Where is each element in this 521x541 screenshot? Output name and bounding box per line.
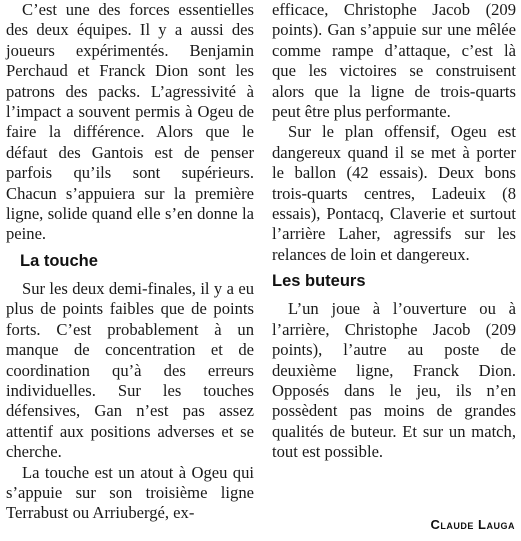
left-column [6,0,254,524]
right-column [272,0,516,463]
left-paragraph-demi-finales: Sur les deux demi-finales, il y a eu plus de points faibles que de points forts. C’est probablement à un manque de concentration et de coordination qu’à des erreurs individuelles. Sur les touches défensives, Gan n’est pas assez attentif aux positions adverses et se cherche. [6,278,254,462]
left-paragraph-touche-ogeu: La touche est un atout à Ogeu qui s’appuie sur son troisième ligne Terrabust ou Arriubergé, ex- [6,462,254,523]
right-paragraph-continuation: efficace, Christophe Jacob (209 points). Gan s’appuie sur une mêlée comme rampe d’attaque, c’est là que les victoires se construisent alors que la ligne de trois-quarts peut être plus performante. [272,0,516,122]
right-paragraph-offensif: Sur le plan offensif, Ogeu est dangereux quand il se met à porter le ballon (42 essais). Deux bons trois-quarts centres, Ladeuix (8 essais), Pontacq, Claverie et surtout l’arrière Laher, agressifs sur les relances de loin et dangereux. [272,122,516,264]
left-paragraph-forwards: C’est une des forces essentielles des deux équipes. Il y a aussi des joueurs expérimentés. Benjamin Perchaud et Franck Dion sont les patrons des packs. L’agressivité à l’impact a souvent permis à Ogeu de faire la différence. Alors que le défaut des Gantois est de penser parfois qu’ils sont supérieurs. Chacun s’appuiera sur la première ligne, solide quand elle s’en donne la peine. [6,0,254,244]
right-paragraph-buteurs: L’un joue à l’ouverture ou à l’arrière, Christophe Jacob (209 points), l’autre au poste de deuxième ligne, Franck Dion. Opposés dans le jeu, ils n’en possèdent pas moins de grandes qualités de buteur. Et sur un match, tout est possible. [272,299,516,462]
author-byline: Claude Lauga [430,517,515,532]
section-heading-touche: La touche [20,251,98,270]
section-heading-buteurs: Les buteurs [272,272,366,291]
